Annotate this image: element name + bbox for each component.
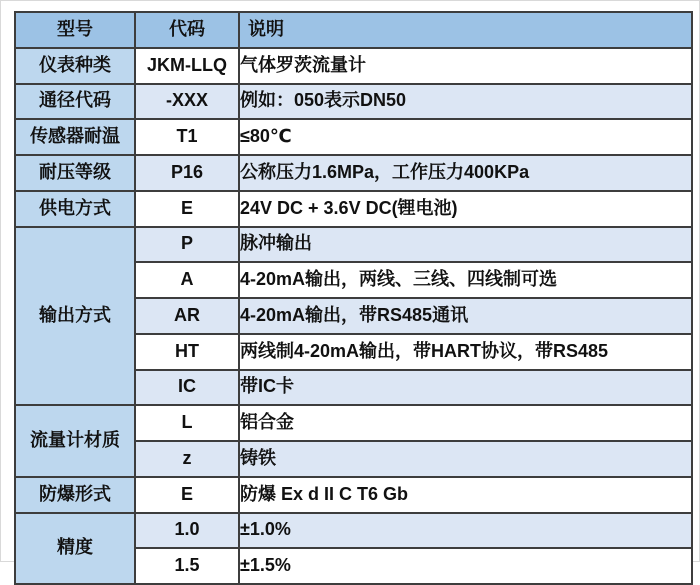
group-label-cell: 防爆形式 <box>15 477 135 513</box>
code-cell: 1.0 <box>135 513 239 549</box>
table-row <box>15 405 692 441</box>
code-cell: -XXX <box>135 84 239 120</box>
code-cell: IC <box>135 370 239 406</box>
header-cell-desc: 说明 <box>239 12 692 48</box>
header-cell-model: 型号 <box>15 12 135 48</box>
table-row <box>15 513 692 549</box>
group-label-cell: 流量计材质 <box>15 405 135 477</box>
desc-cell: 铝合金 <box>239 405 692 441</box>
table-row <box>15 155 692 191</box>
group-label-cell: 传感器耐温 <box>15 119 135 155</box>
table-row <box>15 477 692 513</box>
code-cell: A <box>135 262 239 298</box>
table-header-row <box>15 12 692 48</box>
desc-cell: 例如：050表示DN50 <box>239 84 692 120</box>
code-cell: 1.5 <box>135 548 239 584</box>
desc-cell: ±1.5% <box>239 548 692 584</box>
desc-cell: 24V DC + 3.6V DC(锂电池) <box>239 191 692 227</box>
table-row <box>15 191 692 227</box>
desc-cell: ≤80℃ <box>239 119 692 155</box>
desc-cell: 两线制4-20mA输出，带HART协议，带RS485 <box>239 334 692 370</box>
desc-cell: 铸铁 <box>239 441 692 477</box>
code-cell: L <box>135 405 239 441</box>
spec-table <box>14 11 693 585</box>
header-cell-code: 代码 <box>135 12 239 48</box>
table-row <box>15 119 692 155</box>
group-label-cell: 供电方式 <box>15 191 135 227</box>
desc-cell: 防爆 Ex d II C T6 Gb <box>239 477 692 513</box>
code-cell: E <box>135 477 239 513</box>
code-cell: P <box>135 227 239 263</box>
table-row <box>15 48 692 84</box>
table-row <box>15 227 692 263</box>
group-label-cell: 耐压等级 <box>15 155 135 191</box>
code-cell: P16 <box>135 155 239 191</box>
desc-cell: 脉冲输出 <box>239 227 692 263</box>
code-cell: HT <box>135 334 239 370</box>
code-cell: E <box>135 191 239 227</box>
code-cell: AR <box>135 298 239 334</box>
code-cell: JKM-LLQ <box>135 48 239 84</box>
desc-cell: ±1.0% <box>239 513 692 549</box>
code-cell: z <box>135 441 239 477</box>
group-label-cell: 输出方式 <box>15 227 135 406</box>
group-label-cell: 仪表种类 <box>15 48 135 84</box>
table-row <box>15 84 692 120</box>
desc-cell: 4-20mA输出，两线、三线、四线制可选 <box>239 262 692 298</box>
desc-cell: 公称压力1.6MPa，工作压力400KPa <box>239 155 692 191</box>
code-cell: T1 <box>135 119 239 155</box>
desc-cell: 带IC卡 <box>239 370 692 406</box>
desc-cell: 气体罗茨流量计 <box>239 48 692 84</box>
group-label-cell: 通径代码 <box>15 84 135 120</box>
desc-cell: 4-20mA输出，带RS485通讯 <box>239 298 692 334</box>
group-label-cell: 精度 <box>15 513 135 585</box>
